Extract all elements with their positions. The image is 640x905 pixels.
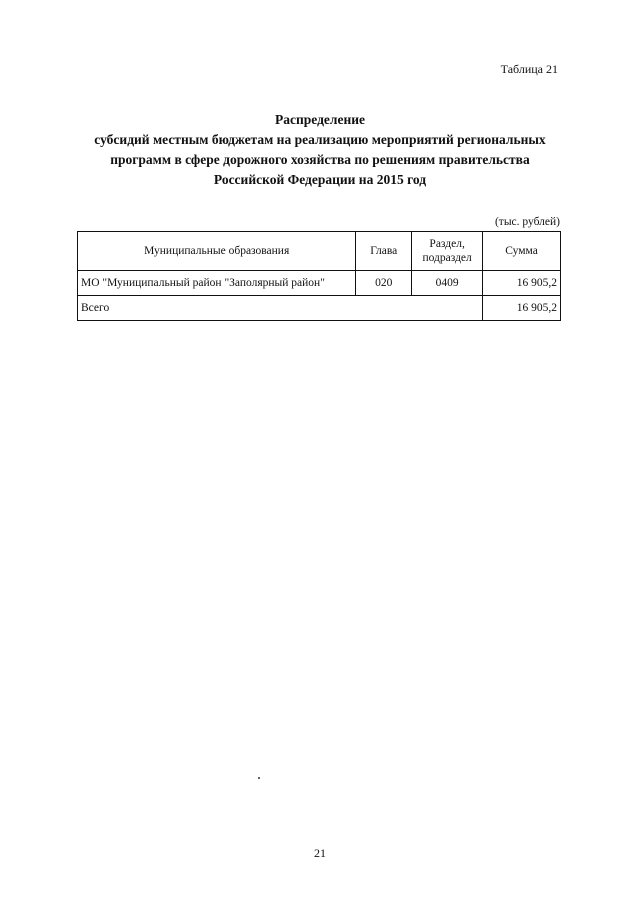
table-row [78,271,561,296]
unit-label: (тыс. рублей) [494,216,560,228]
header-section-line-2: подраздел [422,252,472,264]
table-header-row [78,232,561,271]
header-chapter: Глава [356,232,412,271]
table-total-row [78,296,561,321]
title-line-2: субсидий местным бюджетам на реализацию мероприятий региональных [94,132,546,147]
cell-section: 0409 [412,271,483,296]
document-title [60,110,580,190]
cell-sum: 16 905,2 [483,271,561,296]
page-number: 21 [314,846,326,860]
title-line-1: Распределение [274,112,366,127]
title-line-4: Российской Федерации на 2015 год [213,172,427,187]
scan-speck [258,777,260,779]
header-municipalities: Муниципальные образования [78,232,356,271]
total-sum: 16 905,2 [483,296,561,321]
cell-municipality: МО "Муниципальный район "Заполярный район" [78,271,356,296]
header-sum: Сумма [483,232,561,271]
cell-chapter: 020 [356,271,412,296]
title-line-3: программ в сфере дорожного хозяйства по решениям правительства [110,152,530,167]
table-number-label: Таблица 21 [500,62,558,76]
header-section-line-1: Раздел, [429,238,465,250]
total-label: Всего [78,296,483,321]
subsidy-table [77,231,561,321]
header-section [412,232,483,271]
